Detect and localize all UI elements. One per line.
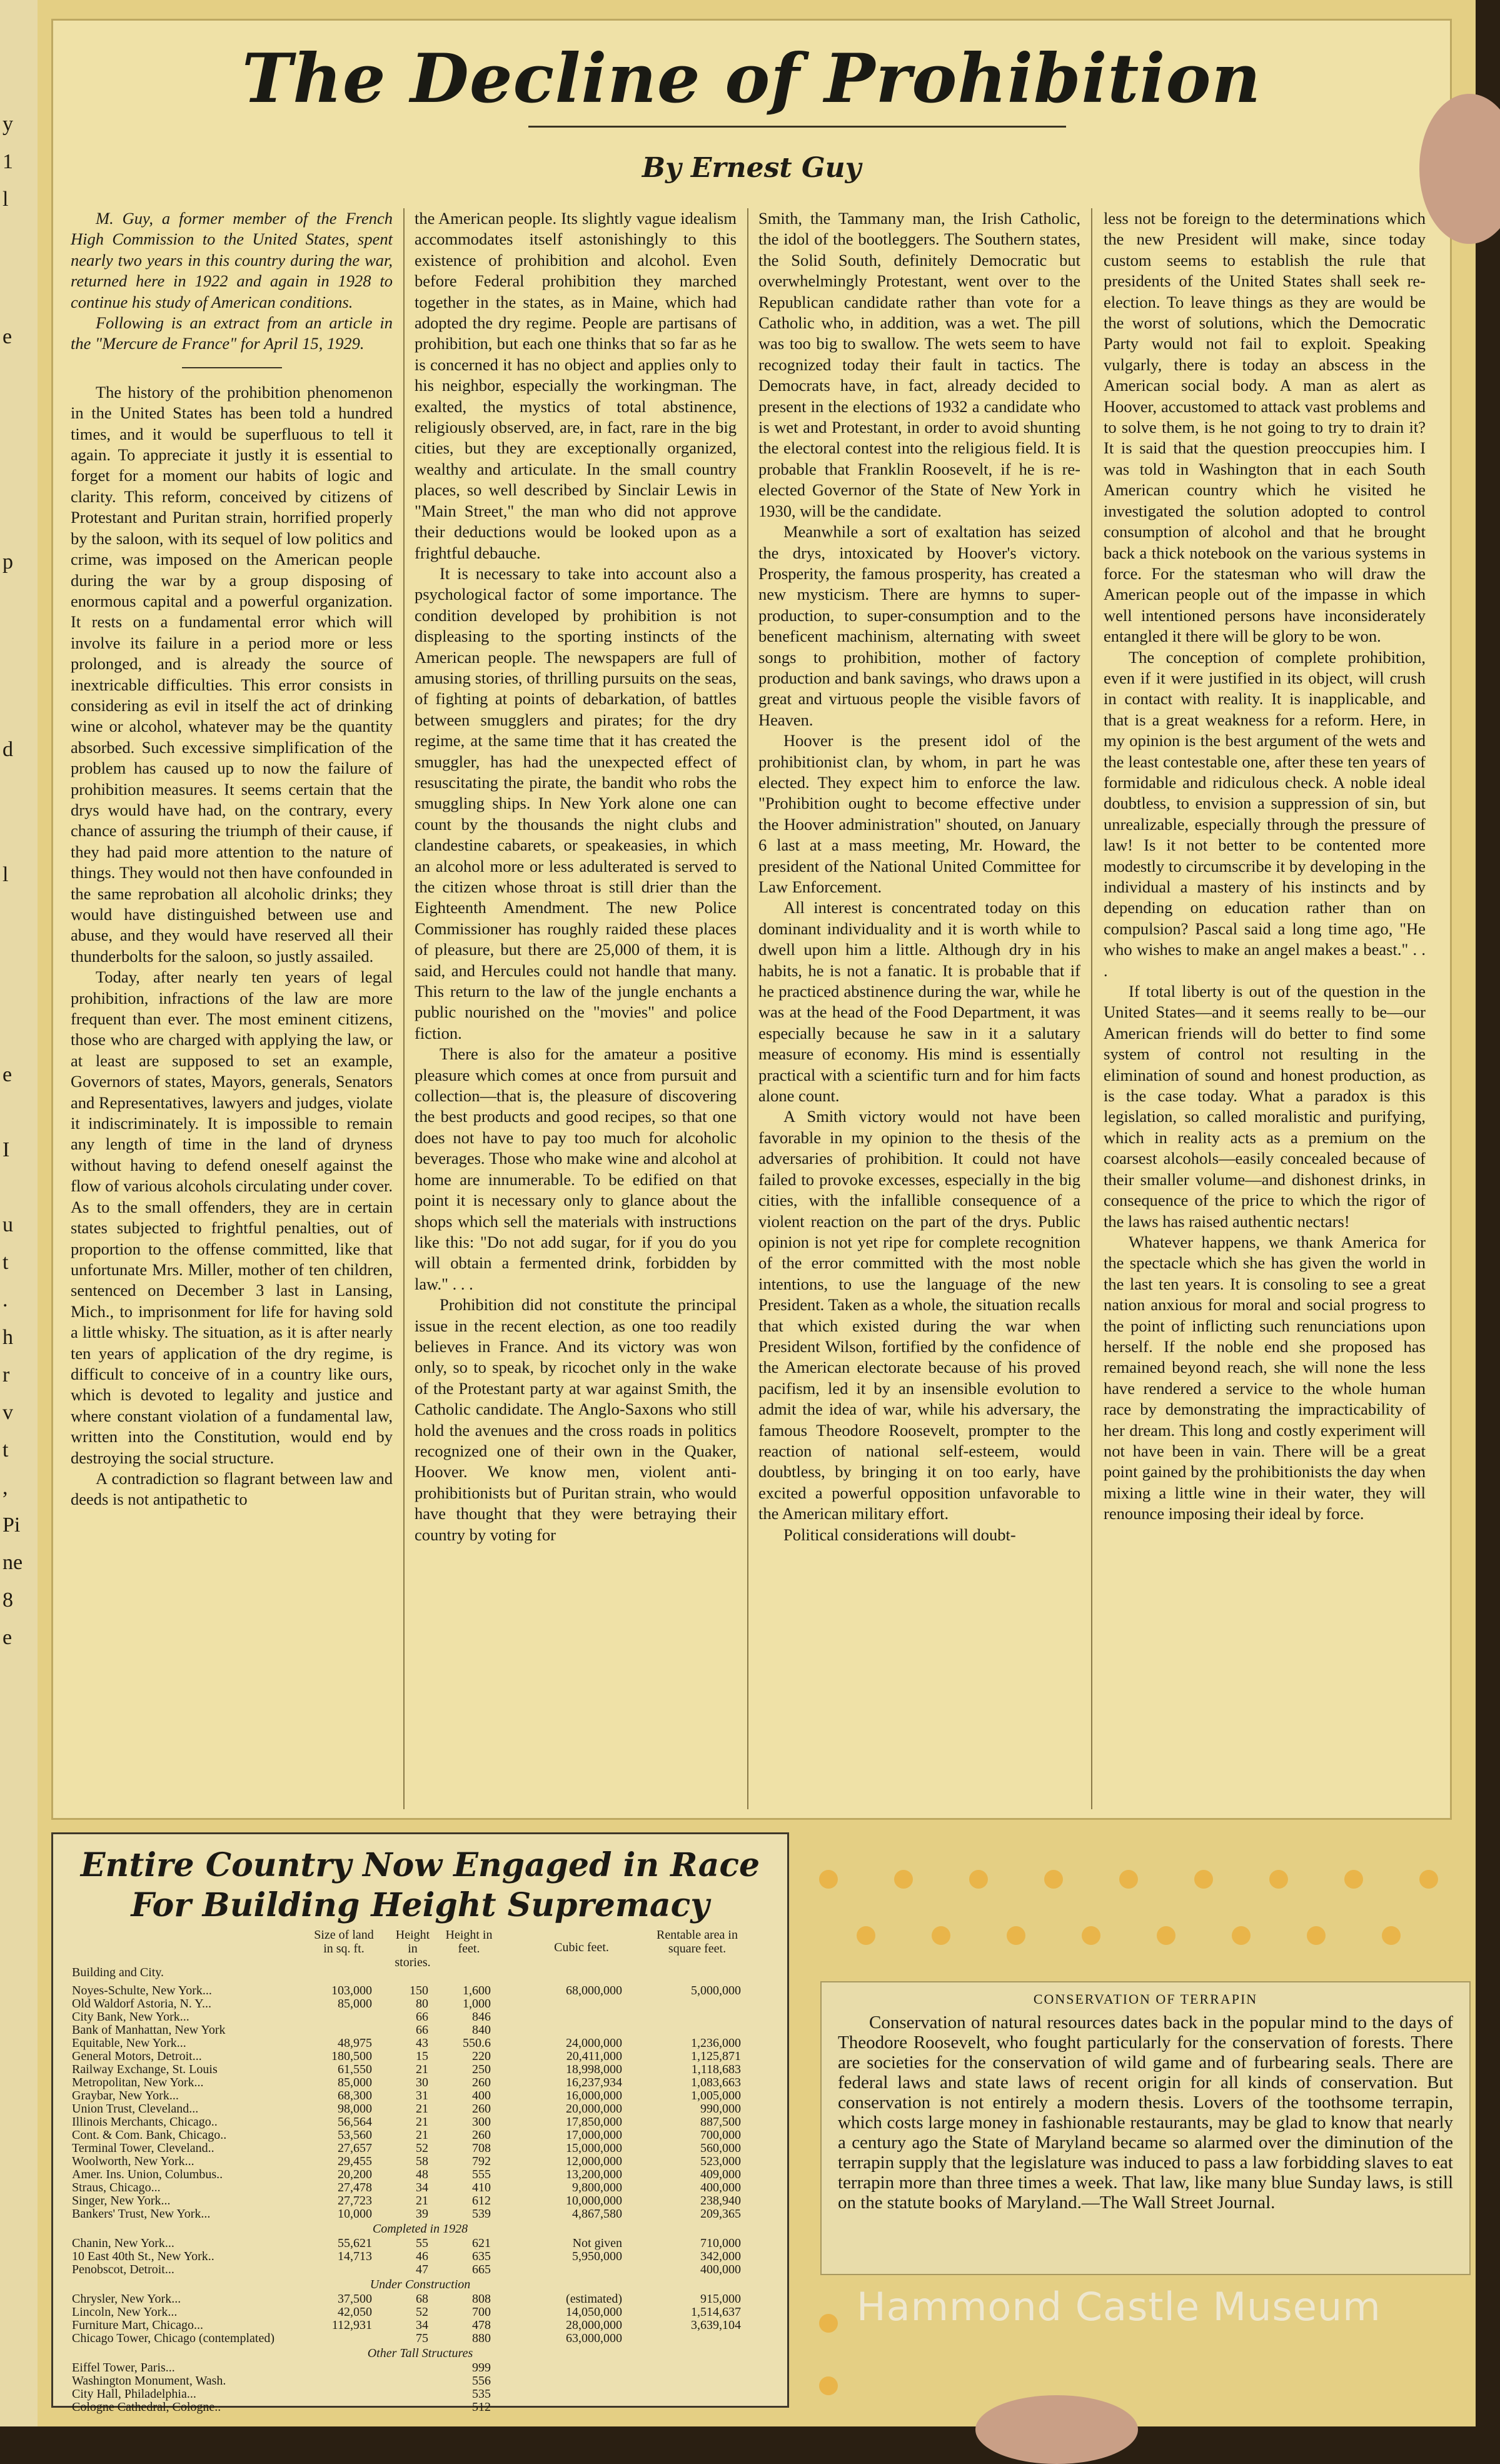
margin-fragment: d [3,738,13,761]
margin-fragment: v [3,1401,13,1424]
cell-land: 103,000 [331,1984,372,1997]
cell-cubic: 28,000,000 [566,2318,622,2332]
backing-dot [1082,1926,1100,1945]
cell-stories: 47 [416,2263,428,2276]
cell-feet: 250 [472,2063,491,2076]
paragraph: A contradiction so flagrant between law and deeds is not antipathetic to [71,1468,393,1509]
cell-name: Amer. Ins. Union, Columbus.. [72,2168,223,2181]
margin-fragment: , [3,1476,8,1499]
cell-land: 27,478 [338,2181,372,2194]
cell-feet: 840 [472,2023,491,2037]
table-section-heading: Under Construction [370,2278,471,2291]
paragraph: Whatever happens, we thank America for the spectacle which she has given the world in the last ten years. It is consoling to see a great nation anxious for moral and social progress to the point of inflicting such renunciations upon herself. If the noble end she proposed has remained beyond reach, she will none the less have rendered a service to the whole human race by demonstrating the impracticability of her dream. This long and costly experiment will not have been in vain. There will be a great point gained by the prohibitionists the day when mixing a little wine in their water, they will renounce imposing their ideal by force. [1104,1232,1426,1523]
margin-fragment: 8 [3,1588,13,1612]
cell-land: 98,000 [338,2102,372,2116]
cell-rent: 710,000 [700,2236,741,2250]
cell-stories: 66 [416,2010,428,2024]
cell-cubic: 24,000,000 [566,2036,622,2050]
backing-dot [819,1870,838,1889]
margin-fragment: Pi [3,1513,21,1537]
cell-stories: 39 [416,2207,428,2221]
cell-land: 14,713 [338,2249,372,2263]
cell-cubic: 15,000,000 [566,2141,622,2155]
cell-feet: 260 [472,2076,491,2089]
cell-cubic: 68,000,000 [566,1984,622,1997]
cell-land: 10,000 [338,2207,372,2221]
cell-rent: 342,000 [700,2249,741,2263]
table-title-line: Entire Country Now Engaged in Race [80,1846,760,1884]
cell-cubic: 16,000,000 [566,2089,622,2103]
cell-feet: 700 [472,2305,491,2319]
cell-stories: 48 [416,2168,428,2181]
margin-fragment: y [3,113,13,136]
cell-name: Metropolitan, New York... [72,2076,204,2089]
margin-fragment: e [3,1626,13,1649]
backing-dot [969,1870,988,1889]
cell-cubic: 17,000,000 [566,2128,622,2142]
paragraph: less not be foreign to the determinations which the new President will make, since today custom seems to establish the rule that presidents of the United States shall seek re-election. To leave things as they are would be the worst of solutions, which the Democratic Party would not fail to exploit. Speaking vulgarly, there is today an abscess in the American social body. A man as alert as Hoover, accustomed to attack vast problems and to solve them, is he not going to try to drain it? It is said that the question preoccupies him. I was told in Washington that in each South American country which he visited he investigated the solution adopted to control consumption of alcohol and that he brought back a thick notebook on the various systems in force. For the statesman who will draw the American people out of the impasse in which well intentioned persons have inconsiderately entangled it there will be glory to be won. [1104,209,1426,646]
title-divider [528,126,1066,128]
backing-dot [1119,1870,1138,1889]
cell-stories: 21 [416,2194,428,2208]
cell-stories: 66 [416,2023,428,2037]
cell-land: 53,560 [338,2128,372,2142]
cell-name: Bank of Manhattan, New York [72,2023,226,2037]
cell-cubic: 5,950,000 [572,2249,622,2263]
cell-name: Cologne Cathedral, Cologne.. [72,2400,221,2414]
margin-fragment: l [3,863,9,886]
col-header-land: Size of land in sq. ft. [314,1928,374,1956]
article-clipping [51,19,1452,1820]
margin-fragment: p [3,550,13,573]
col-header-stories: Height in stories. [395,1928,431,1969]
terrapin-clipping [820,1981,1471,2275]
backing-dot [1044,1870,1063,1889]
cell-feet: 880 [472,2331,491,2345]
backing-dot [932,1926,950,1945]
cell-stories: 31 [416,2089,428,2103]
cell-cubic: 14,050,000 [566,2305,622,2319]
article-column-2 [415,208,737,1545]
cell-rent: 238,940 [700,2194,741,2208]
cell-name: Cont. & Com. Bank, Chicago.. [72,2128,227,2142]
cell-rent: 1,083,663 [691,2076,741,2089]
cell-feet: 621 [472,2236,491,2250]
watermark: Hammond Castle Museum [857,2284,1381,2330]
cell-name: Equitable, New York... [72,2036,186,2050]
paragraph: The history of the prohibition phenomenon in the United States has been told a hundred times, and it would be superfluous to tell it again. To appreciate it justly it is essential to forget for a moment our habits of logic and clarity. This reform, conceived by citizens of Protestant and Puritan strain, horrified properly by the saloon, with its sequel of low politics and crime, was imposed on the American people during the war by a group disposing of enormous capital and a powerful organization. It rests on a fundamental error which will involve its failure in a period more or less prolonged, and is already the source of inextricable difficulties. This error consists in considering as evil in itself the act of drinking wine or alcohol, whatever may be the quantity absorbed. Such excessive simplification of the problem has caused up to now the failure of prohibition measures. It seems certain that the drys would have had, on the contrary, every chance of assuring the triumph of their cause, if they had paid more attention to the nature of things. They would not then have confounded in the same reprobation all alcoholic drinks; they would have distinguished between use and abuse, and they would have reserved all their thunderbolts for the saloon, so justly assailed. [71,382,393,966]
cell-feet: 846 [472,2010,491,2024]
adjacent-page-strip [0,0,38,2426]
cell-feet: 556 [472,2374,491,2388]
cell-rent: 887,500 [700,2115,741,2129]
height-table-clipping [51,1832,789,2414]
cell-stories: 46 [416,2249,428,2263]
margin-fragment: t [3,1438,9,1462]
cell-land: 180,500 [331,2049,372,2063]
cell-land: 68,300 [338,2089,372,2103]
cell-rent: 1,125,871 [691,2049,741,2063]
cell-feet: 999 [472,2361,491,2375]
cell-feet: 260 [472,2102,491,2116]
cell-stories: 21 [416,2063,428,2076]
cell-feet: 665 [472,2263,491,2276]
paragraph: Prohibition did not constitute the principal issue in the recent election, as one too readily believes in France. And its victory was won only, so to speak, by ricochet only in the wake of the Protestant party at war against Smith, the Catholic candidate. The Anglo-Saxons who still hold the avenues and the cross roads in politics recognized one of their own in the Quaker, Hoover. We know men, violent anti-prohibitionists but of Puritan strain, who would have thought that they were betraying their country by voting for [415,1295,737,1544]
cell-stories: 58 [416,2154,428,2168]
paragraph: Today, after nearly ten years of legal prohibition, infractions of the law are more frequent than ever. The most eminent citizens, those who are charged with applying the law, or at least are supposed to set an example, Governors of states, Mayors, generals, Senators and Representatives, lawyers and judges, violate it indiscriminately. It is impossible to remain any length of time in the land of dryness without having to defend oneself against the flow of various alcohols circulating under cover. As to the small offenders, they are in certain states subjected to frightful penalties, out of proportion to the offense committed, like that unfortunate Mrs. Miller, mother of ten children, sentenced on December 3 last in Lansing, Mich., to imprisonment for life for having sold a little whisky. The situation, as it is after nearly ten years of application of the dry regime, is difficult to conceive of in a country like ours, which is devoted to legality and justice and where constant violation of a fundamental law, written into the Constitution, would end by destroying the social structure. [71,967,393,1467]
backing-dot [819,2376,838,2395]
cell-stories: 21 [416,2102,428,2116]
backing-dot [894,1870,913,1889]
paragraph: Hoover is the present idol of the prohibitionist clan, by whom, in part he was elected. They expect him to enforce the law. "Prohibition ought to become effective under the Hoover administration" shouted, on January 6 last at a mass meeting, Mr. Howard, the president of the National United Committee for Law Enforcement. [758,731,1080,896]
cell-feet: 535 [472,2387,491,2401]
table-title [53,1845,787,1926]
cell-name: Furniture Mart, Chicago... [72,2318,203,2332]
col-header-cubic: Cubic feet. [554,1941,609,1954]
table-section-heading: Other Tall Structures [367,2346,473,2360]
article-column-1 [71,208,393,1510]
cell-name: General Motors, Detroit... [72,2049,202,2063]
cell-stories: 21 [416,2115,428,2129]
cell-cubic: Not given [572,2236,622,2250]
cell-cubic: 9,800,000 [572,2181,622,2194]
cell-feet: 550.6 [463,2036,491,2050]
cell-rent: 1,514,637 [691,2305,741,2319]
margin-fragment: ne [3,1551,23,1574]
cell-feet: 410 [472,2181,491,2194]
intro-note-source: Following is an extract from an article in the "Mercure de France" for April 15, 1929. [71,313,393,353]
cell-land: 37,500 [338,2292,372,2306]
cell-name: Washington Monument, Wash. [72,2374,226,2388]
cell-feet: 708 [472,2141,491,2155]
cell-stories: 21 [416,2128,428,2142]
cell-stories: 15 [416,2049,428,2063]
paragraph: A Smith victory would not have been favorable in my opinion to the thesis of the adversaries of prohibition. It could not have failed to provoke excesses, especially in the big cities, with the infallible consequence of a violent reaction on the part of the drys. Public opinion is not yet ripe for complete recognition of the error committed with the most noble intentions, to use the language of the new President. Taken as a whole, the situation recalls that which existed during the war when President Wilson, fortified by the confidence of the American electorate because of his proved pacifism, led it by an insensible evolution to admit the idea of war, while his adversary, the famous Theodore Roosevelt, prompter to the reaction of national self-esteem, would doubtless, by bringing it on too early, have excited a powerful opposition unfavorable to the American military effort. [758,1107,1080,1523]
cell-rent: 1,236,000 [691,2036,741,2050]
cell-feet: 478 [472,2318,491,2332]
backing-dot [1232,1926,1251,1945]
cell-land: 85,000 [338,2076,372,2089]
cell-rent: 5,000,000 [691,1984,741,1997]
cell-cubic: 4,867,580 [572,2207,622,2221]
cell-stories: 68 [416,2292,428,2306]
cell-stories: 43 [416,2036,428,2050]
cell-rent: 700,000 [700,2128,741,2142]
cell-name: Singer, New York... [72,2194,171,2208]
cell-name: Chrysler, New York... [72,2292,181,2306]
cell-rent: 523,000 [700,2154,741,2168]
scrapbook-page [38,0,1476,2426]
column-rule [747,208,748,1809]
margin-fragment: 1 [3,150,13,173]
paragraph: Smith, the Tammany man, the Irish Catholic, the idol of the bootleggers. The Southern states, the Solid South, definitely Democratic but overwhelmingly Protestant, went over to the Republican candidate rather than vote for a Catholic who, in addition, was a wet. The pill was too big to swallow. The wets seem to have recognized today their fault in tactics. The Democrats have, in fact, already decided to present in the elections of 1932 a candidate who is wet and Protestant, in order to avoid shunting the electoral contest into the religious field. It is probable that Franklin Roosevelt, if he is re-elected Governor of the State of New York in 1930, will be the candidate. [758,209,1080,520]
backing-dot [1157,1926,1175,1945]
cell-rent: 1,118,683 [691,2063,741,2076]
cell-feet: 512 [472,2400,491,2414]
terrapin-heading: CONSERVATION OF TERRAPIN [1033,1991,1258,2007]
cell-land: 29,455 [338,2154,372,2168]
cell-stories: 52 [416,2141,428,2155]
cell-cubic: 13,200,000 [566,2168,622,2181]
cell-land: 27,723 [338,2194,372,2208]
cell-land: 48,975 [338,2036,372,2050]
cell-feet: 808 [472,2292,491,2306]
article-column-4 [1104,208,1426,1525]
cell-cubic: 16,237,934 [566,2076,622,2089]
paragraph: Political considerations will doubt- [783,1525,1016,1544]
margin-fragment: l [3,188,9,211]
cell-stories: 55 [416,2236,428,2250]
cell-land: 85,000 [338,1997,372,2011]
cell-name: Terminal Tower, Cleveland.. [72,2141,214,2155]
cell-feet: 635 [472,2249,491,2263]
margin-fragment: t [3,1251,9,1274]
cell-name: Lincoln, New York... [72,2305,178,2319]
article-byline: By Ernest Guy [642,152,862,184]
table-title-line: For Building Height Supremacy [131,1886,710,1924]
cell-name: Railway Exchange, St. Louis [72,2063,218,2076]
cell-cubic: 20,000,000 [566,2102,622,2116]
cell-name: Woolworth, New York... [72,2154,194,2168]
cell-name: Straus, Chicago... [72,2181,161,2194]
margin-fragment: . [3,1288,8,1311]
cell-name: Penobscot, Detroit... [72,2263,174,2276]
cell-name: Eiffel Tower, Paris... [72,2361,175,2375]
cell-feet: 612 [472,2194,491,2208]
cell-stories: 30 [416,2076,428,2089]
cell-land: 27,657 [338,2141,372,2155]
cell-land: 42,050 [338,2305,372,2319]
margin-fragment: u [3,1213,13,1236]
cell-feet: 220 [472,2049,491,2063]
cell-feet: 539 [472,2207,491,2221]
cell-feet: 260 [472,2128,491,2142]
table-section-heading: Completed in 1928 [372,2222,468,2236]
intro-separator [182,367,282,368]
backing-dot [1194,1870,1213,1889]
cell-land: 55,621 [338,2236,372,2250]
paragraph: The conception of complete prohibition, even if it were justified in its object, will crush in contact with reality. It is inapplicable, and that is a great weakness for a reform. Here, in my opinion is the best argument of the wets and the least contestable one, after these ten years of formidable and ridiculous check. A noble ideal doubtless, to envision a suppression of sin, but unrealizable, especially through the pressure of law! Is it not better to be contented more modestly to circumscribe it by developing in the individual a mastery of his instincts and by depending on education rather than on compulsion? Pascal said a long time ago, "He who wishes to make an angel makes a beast." . . . [1104,647,1426,980]
cell-name: 10 East 40th St., New York.. [72,2249,214,2263]
cell-name: City Bank, New York... [72,2010,189,2024]
cell-cubic: (estimated) [566,2292,622,2306]
backing-dot [857,1926,875,1945]
cell-cubic: 10,000,000 [566,2194,622,2208]
cell-rent: 400,000 [700,2181,741,2194]
paragraph: There is also for the amateur a positive pleasure which comes at once from pursuit and collection—that is, the pleasure of discovering the best products and good recipes, so that one does not have to pay too much for alcoholic beverages. Those who make wine and alcohol at home are innumerable. To be edified on that point it is necessary only to glance about the shops which sell the materials with instructions like this: "Do not add sugar, for if you do you will obtain a fermented drink, forbidden by law." . . . [415,1044,737,1293]
paragraph: It is necessary to take into account also a psychological factor of some importance. The condition developed by prohibition is not displeasing to the sporting instincts of the American people. The newspapers are full of amusing stories, of thrilling pursuits on the seas, of fighting at points of debarkation, of battles between smugglers and pirates; for the dry regime, at the same time that it has created the smuggler, has had the unexpected effect of resuscitating the pirate, the bandit who robs the smuggling ships. In New York alone one can count by the thousands the night clubs and clandestine cabarets, or speakeasies, in which an alcohol more or less adulterated is served to the citizen whose throat is still drier than the Eighteenth Amendment. The new Police Commissioner has roughly raided these places of pleasure, but there are 25,000 of them, it is said, and Hercules could not handle that many. This return to the law of the jungle enchants a public nourished on the "movies" and police fiction. [415,563,737,1043]
cell-name: City Hall, Philadelphia... [72,2387,196,2401]
terrapin-body: Conservation of natural resources dates back in the popular mind to the days of Theodore Roosevelt, who fought particularly for the conservation of forests. There are societies for the conservation of wild game and of furbearing seals. There are federal laws and state laws of recent origin for all kinds of conservation. But conservation is not entirely a modern thesis. Lovers of the toothsome terrapin, which costs large money in fashionable restaurants, may be glad to know that nearly a century ago the State of Maryland became so alarmed over the diminution of the terrapin supply that the legislature was induced to pass a law forbidding slaves to eat terrapin more than three times a week. That law, like many blue Sunday laws, is still on the statute books of Maryland.—The Wall Street Journal. [838,2012,1453,2213]
cell-name: Bankers' Trust, New York... [72,2207,211,2221]
cell-land: 56,564 [338,2115,372,2129]
cell-stories: 150 [410,1984,428,1997]
cell-cubic: 20,411,000 [566,2049,622,2063]
cell-feet: 1,600 [463,1984,491,1997]
paragraph: All interest is concentrated today on this dominant individuality and it is worth while to dwell upon him a little. Although dry in his habits, he is not a fanatic. It is probable that if he practiced abstinence during the war, while he was at the head of the Food Department, it was especially because he saw in it a salutary measure of economy. His mind is essentially practical with a scientific turn and for him facts alone count. [758,898,1080,1106]
col-header-rentable: Rentable area in square feet. [657,1928,738,1956]
cell-name: Chanin, New York... [72,2236,174,2250]
paragraph: the American people. Its slightly vague idealism accommodates itself astonishingly to this existence of prohibition and alcohol. Even before Federal prohibition they marched together in the states, as in Maine, which had adopted the dry regime. People are partisans of prohibition, but each one thinks that so far as he is concerned it has no object and applies only to his neighbor, especially the workingman. The exalted, the mystics of total abstinence, religiously observed, are, in fact, rare in the big cities, but they are exceptionally organized, wealthy and articulate. In the small country places, so well described by Sinclair Lewis in "Main Street," the man who did not approve their deductions would be looked upon as a frightful debauche. [415,209,737,562]
cell-rent: 3,639,104 [691,2318,741,2332]
cell-rent: 560,000 [700,2141,741,2155]
cell-name: Union Trust, Cleveland... [72,2102,199,2116]
cell-rent: 915,000 [700,2292,741,2306]
article-title: The Decline of Prohibition [241,39,1262,118]
cell-cubic: 63,000,000 [566,2331,622,2345]
cell-rent: 990,000 [700,2102,741,2116]
cell-name: Graybar, New York... [72,2089,179,2103]
cell-name: Noyes-Schulte, New York... [72,1984,212,1997]
column-rule [403,208,405,1809]
intro-note: M. Guy, a former member of the French High Commission to the United States, spent nearly two years in this country during the war, returned here in 1922 and again in 1928 to continue his study of American conditions. [71,209,393,311]
margin-fragment: h [3,1326,13,1349]
column-rule [1091,208,1092,1809]
backing-dot [1344,1870,1363,1889]
cell-rent: 1,005,000 [691,2089,741,2103]
backing-dot [1307,1926,1326,1945]
cell-cubic: 18,998,000 [566,2063,622,2076]
cell-rent: 400,000 [700,2263,741,2276]
cell-rent: 209,365 [700,2207,741,2221]
cell-cubic: 12,000,000 [566,2154,622,2168]
cell-feet: 400 [472,2089,491,2103]
paragraph: If total liberty is out of the question in the United States—and it seems really to be—our American friends will do better to find some system of control not resulting in the elimination of sound and honest production, as is the case today. What a paradox is this legislation, so called moralistic and purifying, which in reality acts as a premium on the coarsest alcohols—easily concealed because of their smaller volume—and dishonest drinks, in consequence of the price to which the rigor of the laws has raised authentic nectars! [1104,982,1426,1231]
cell-land: 112,931 [331,2318,372,2332]
backing-dot [1007,1926,1025,1945]
cell-stories: 34 [416,2318,428,2332]
col-header-feet: Height in feet. [445,1928,493,1956]
article-column-3 [758,208,1080,1545]
cell-feet: 1,000 [463,1997,491,2011]
col-header-building: Building and City. [72,1966,164,1979]
cell-feet: 300 [472,2115,491,2129]
cell-feet: 555 [472,2168,491,2181]
cell-land: 61,550 [338,2063,372,2076]
cell-cubic: 17,850,000 [566,2115,622,2129]
backing-dot [1269,1870,1288,1889]
backing-dot [1419,1870,1438,1889]
cell-feet: 792 [472,2154,491,2168]
cell-name: Old Waldorf Astoria, N. Y... [72,1997,212,2011]
backing-dot [819,2314,838,2333]
margin-fragment: I [3,1138,10,1161]
cell-stories: 52 [416,2305,428,2319]
backing-dot [1382,1926,1401,1945]
cell-name: Chicago Tower, Chicago (contemplated) [72,2331,274,2345]
cell-land: 20,200 [338,2168,372,2181]
cell-stories: 34 [416,2181,428,2194]
margin-fragment: e [3,1063,13,1086]
margin-fragment: e [3,325,13,348]
margin-fragment: r [3,1363,10,1386]
cell-stories: 80 [416,1997,428,2011]
cell-name: Illinois Merchants, Chicago.. [72,2115,218,2129]
cell-stories: 75 [416,2331,428,2345]
cell-rent: 409,000 [700,2168,741,2181]
paragraph: Meanwhile a sort of exaltation has seized the drys, intoxicated by Hoover's victory. Prosperity, the famous prosperity, has created a new mysticism. There are hymns to super-production, to super-consumption and to the beneficent machinism, alternating with sweet songs to prohibition, mother of factory production and bank savings, who draws upon a great and virtuous people the visible favors of Heaven. [758,522,1080,729]
thumb-bottom [975,2395,1138,2464]
